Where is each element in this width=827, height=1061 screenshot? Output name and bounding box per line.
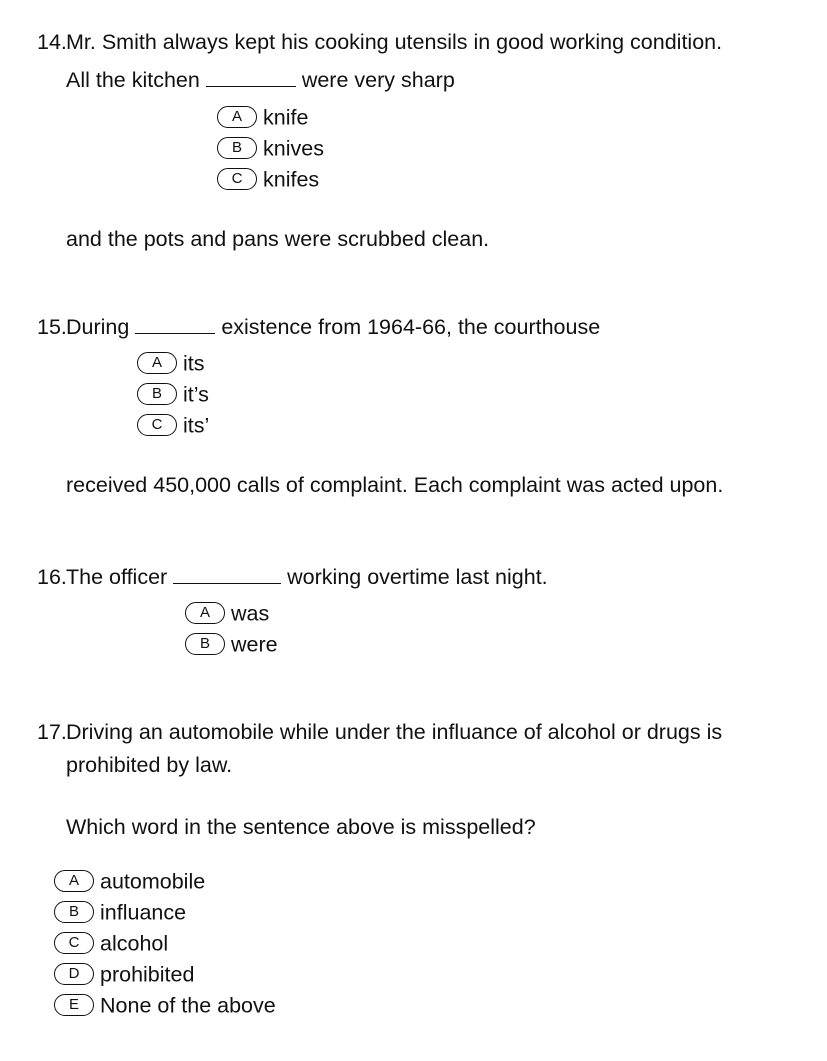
option-text: it’s <box>183 382 209 407</box>
option-text: its <box>183 351 205 376</box>
question-text-line-2: prohibited by law. <box>66 753 233 777</box>
question-number: 16. <box>37 565 67 589</box>
question-text-after-blank: existence from 1964-66, the courthouse <box>221 315 601 339</box>
question-text-line-1 <box>66 565 548 590</box>
question-continuation: and the pots and pans were scrubbed clean. <box>66 227 490 251</box>
bubble-a[interactable]: A <box>137 352 177 374</box>
answer-option-b[interactable] <box>185 630 278 656</box>
answer-option-c[interactable] <box>217 165 319 191</box>
question-text-line-2 <box>66 68 455 93</box>
bubble-a[interactable]: A <box>185 602 225 624</box>
question-text-after-blank: working overtime last night. <box>287 565 548 589</box>
question-text-before-blank: All the kitchen <box>66 68 200 92</box>
question-text-line-1: Mr. Smith always kept his cooking utensils in good working condition. <box>66 30 723 54</box>
answer-option-a[interactable] <box>217 103 308 129</box>
bubble-b[interactable]: B <box>54 901 94 923</box>
question-prompt: Which word in the sentence above is misspelled? <box>66 815 536 839</box>
bubble-b[interactable]: B <box>217 137 257 159</box>
bubble-b[interactable]: B <box>137 383 177 405</box>
answer-option-b[interactable] <box>217 134 324 160</box>
answer-option-a[interactable] <box>54 867 205 893</box>
option-text: automobile <box>100 869 206 894</box>
option-text: its’ <box>183 413 210 438</box>
answer-option-c[interactable] <box>54 929 168 955</box>
question-text-line-1: Driving an automobile while under the influance of alcohol or drugs is <box>66 720 723 744</box>
bubble-a[interactable]: A <box>54 870 94 892</box>
question-continuation: received 450,000 calls of complaint. Each complaint was acted upon. <box>66 473 724 497</box>
answer-option-c[interactable] <box>137 411 209 437</box>
option-text: knifes <box>263 167 320 192</box>
bubble-d[interactable]: D <box>54 963 94 985</box>
answer-option-a[interactable] <box>137 349 205 375</box>
bubble-b[interactable]: B <box>185 633 225 655</box>
question-text-after-blank: were very sharp <box>301 68 455 92</box>
bubble-c[interactable]: C <box>137 414 177 436</box>
option-text: knives <box>263 136 324 161</box>
answer-option-d[interactable] <box>54 960 194 986</box>
question-number: 14. <box>37 30 67 54</box>
question-text-before-blank: The officer <box>66 565 168 589</box>
option-text: were <box>231 632 278 657</box>
option-text: influance <box>100 900 187 925</box>
question-text-line-1 <box>66 315 600 340</box>
option-text: None of the above <box>100 993 276 1018</box>
answer-option-b[interactable] <box>54 898 186 924</box>
question-number: 15. <box>37 315 67 339</box>
bubble-c[interactable]: C <box>217 168 257 190</box>
bubble-a[interactable]: A <box>217 106 257 128</box>
answer-option-b[interactable] <box>137 380 209 406</box>
option-text: knife <box>263 105 309 130</box>
option-text: prohibited <box>100 962 195 987</box>
option-text: alcohol <box>100 931 169 956</box>
question-number: 17. <box>37 720 67 744</box>
option-text: was <box>231 601 270 626</box>
bubble-e[interactable]: E <box>54 994 94 1016</box>
question-text-before-blank: During <box>66 315 130 339</box>
answer-blank <box>135 315 215 334</box>
answer-blank <box>173 565 281 584</box>
bubble-c[interactable]: C <box>54 932 94 954</box>
answer-option-e[interactable] <box>54 991 276 1017</box>
answer-option-a[interactable] <box>185 599 269 625</box>
answer-blank <box>206 68 296 87</box>
